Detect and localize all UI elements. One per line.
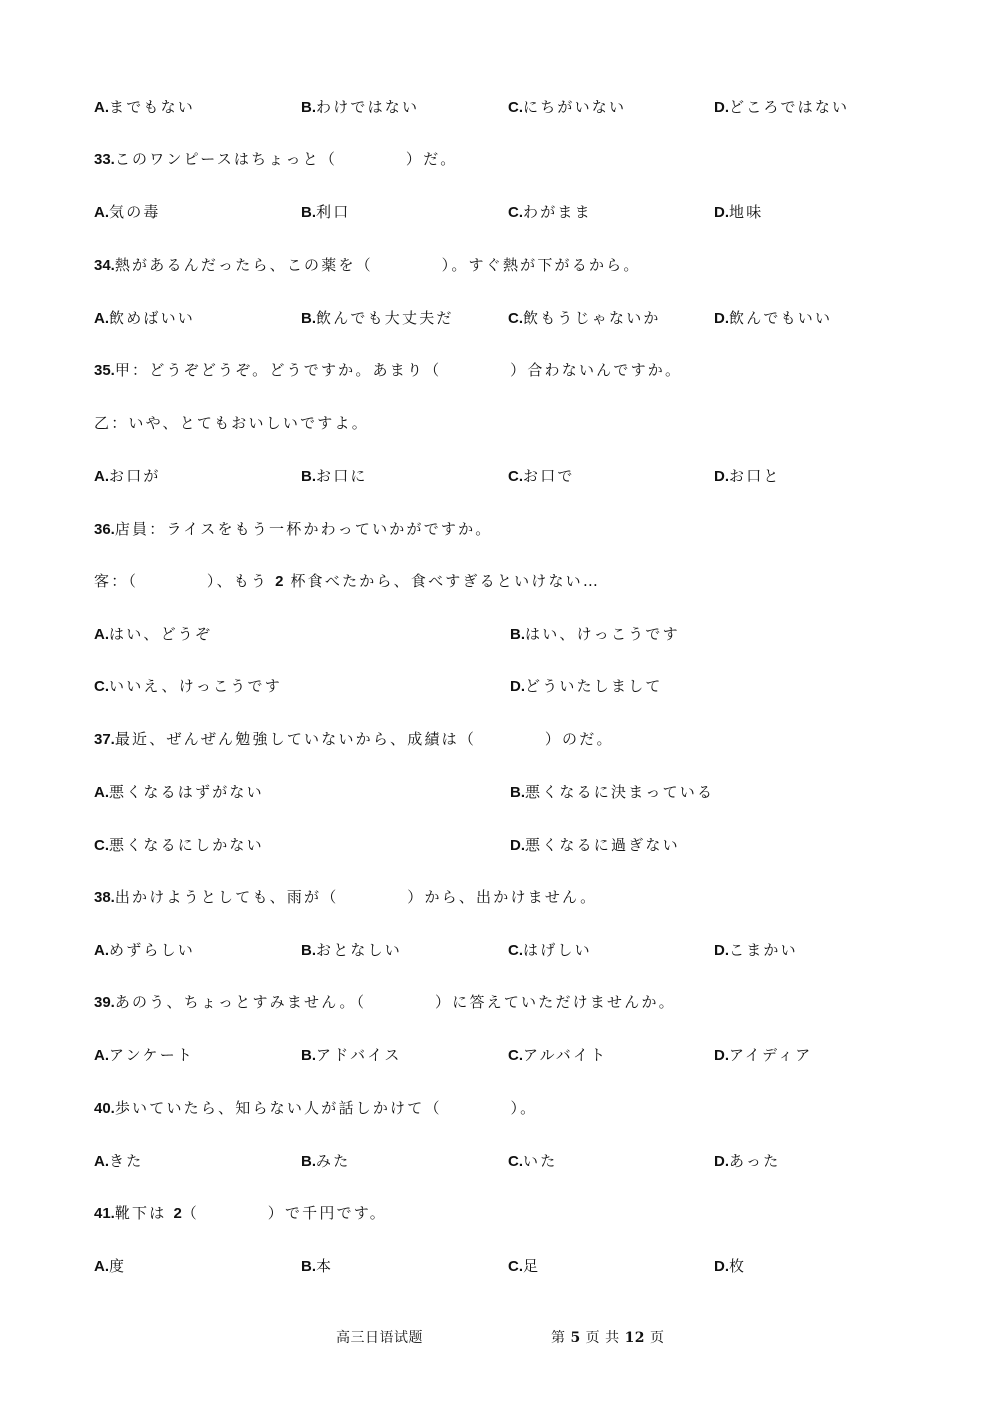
q37-options-row-2	[94, 832, 914, 858]
q38-options	[94, 937, 914, 963]
q35-option-b: B.お口に	[301, 467, 368, 485]
q38-option-d: D.こまかい	[714, 941, 798, 959]
q40-option-b: B.みた	[301, 1152, 351, 1170]
q35-options	[94, 463, 914, 489]
q41-option-a: A.度	[94, 1257, 127, 1275]
q36-option-a: A.はい、どうぞ	[94, 625, 213, 643]
q37-options-row-1	[94, 779, 914, 805]
q37-question: 37.最近、ぜんぜん勉強していないから、成績は（ ）のだ。	[94, 730, 614, 748]
footer-page-number: 第 5 页 共 12 页	[551, 1330, 665, 1346]
q35-option-c: C.お口で	[508, 467, 575, 485]
q40-options	[94, 1148, 914, 1174]
q39-options	[94, 1042, 914, 1068]
q39-option-b: B.アドバイス	[301, 1046, 402, 1064]
q36-option-c: C.いいえ、けっこうです	[94, 677, 282, 695]
q37-option-b: B.悪くなるに決まっている	[510, 783, 715, 801]
q32-options	[94, 94, 914, 120]
q34-question: 34.熱があるんだったら、この薬を（ ）。すぐ熱が下がるから。	[94, 256, 641, 274]
q36-question: 36.店員：ライスをもう一杯かわっていかがですか。	[94, 520, 493, 538]
q39-option-a: A.アンケート	[94, 1046, 195, 1064]
q33-options	[94, 199, 914, 225]
q34-option-c: C.飲もうじゃないか	[508, 309, 661, 327]
q32-option-a: A.までもない	[94, 98, 196, 116]
q33-option-a: A.気の毒	[94, 203, 161, 221]
q34-option-a: A.飲めばいい	[94, 309, 196, 327]
q33-option-c: C.わがまま	[508, 203, 592, 221]
q33-question: 33.このワンピースはちょっと（ ）だ。	[94, 150, 458, 168]
q38-option-c: C.はげしい	[508, 941, 592, 959]
q37-option-c: C.悪くなるにしかない	[94, 836, 264, 854]
q34-option-d: D.飲んでもいい	[714, 309, 833, 327]
q39-option-d: D.アイディア	[714, 1046, 813, 1064]
q40-option-c: C.いた	[508, 1152, 558, 1170]
q35-option-a: A.お口が	[94, 467, 161, 485]
q37-option-d: D.悪くなるに過ぎない	[510, 836, 680, 854]
q36-options-row-2	[94, 673, 914, 699]
q39-question: 39.あのう、ちょっとすみません。（ ）に答えていただけませんか。	[94, 993, 676, 1011]
q32-option-b: B.わけではない	[301, 98, 420, 116]
q40-option-d: D.あった	[714, 1152, 781, 1170]
q32-option-d: D.どころではない	[714, 98, 850, 116]
q35-dialogue-line: 乙：いや、とてもおいしいですよ。	[94, 414, 369, 432]
q38-question: 38.出かけようとしても、雨が（ ）から、出かけません。	[94, 888, 598, 906]
q41-question: 41.靴下は 2（ ）で千円です。	[94, 1204, 387, 1222]
q41-options	[94, 1253, 914, 1279]
q38-option-a: A.めずらしい	[94, 941, 196, 959]
q36-dialogue-line: 客：（ ）、もう 2 杯食べたから、食べすぎるといけない…	[94, 572, 601, 590]
q40-option-a: A.きた	[94, 1152, 144, 1170]
footer-title: 高三日语试题	[336, 1330, 423, 1346]
q41-option-c: C.足	[508, 1257, 541, 1275]
q36-option-b: B.はい、けっこうです	[510, 625, 680, 643]
q33-option-d: D.地味	[714, 203, 764, 221]
q38-option-b: B.おとなしい	[301, 941, 403, 959]
q32-option-c: C.にちがいない	[508, 98, 627, 116]
q39-option-c: C.アルバイト	[508, 1046, 608, 1064]
q41-option-d: D.枚	[714, 1257, 747, 1275]
q40-question: 40.歩いていたら、知らない人が話しかけて（ ）。	[94, 1099, 538, 1117]
q36-option-d: D.どういたしまして	[510, 677, 663, 695]
q34-option-b: B.飲んでも大丈夫だ	[301, 309, 454, 327]
q33-option-b: B.利口	[301, 203, 351, 221]
q41-option-b: B.本	[301, 1257, 334, 1275]
q35-option-d: D.お口と	[714, 467, 781, 485]
q36-options-row-1	[94, 621, 914, 647]
q35-question: 35.甲：どうぞどうぞ。どうですか。あまり（ ）合わないんですか。	[94, 361, 683, 379]
q34-options	[94, 305, 914, 331]
q37-option-a: A.悪くなるはずがない	[94, 783, 264, 801]
